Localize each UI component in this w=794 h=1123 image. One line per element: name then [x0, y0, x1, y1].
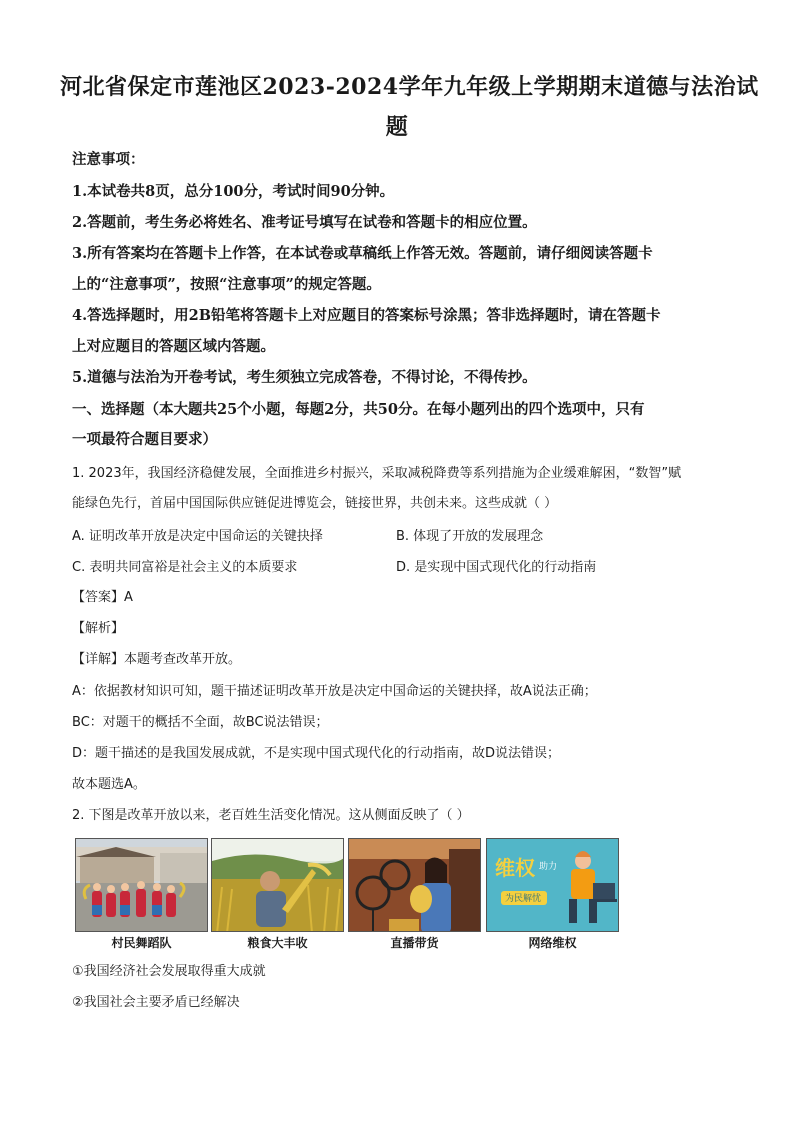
q1-stem: 1. 2023年，我国经济稳健发展，全面推进乡村振兴，采取减税降费等系列措施为企业缓难解困，“数智”赋: [72, 466, 682, 481]
q1-conclusion: 故本题选A。: [72, 777, 146, 792]
notice-item: 2.答题前，考生务必将姓名、准考证号填写在试卷和答题卡的相应位置。: [72, 214, 537, 231]
poster-tagline-text: 为民解忧: [505, 894, 542, 904]
q1-option-c: C. 表明共同富裕是社会主义的本质要求: [72, 560, 298, 575]
q1-explanation: BC：对题干的概括不全面，故BC说法错误；: [72, 715, 329, 730]
q1-explanation: A：依据教材知识可知，题干描述证明改革开放是决定中国命运的关键抉择，故A说法正确；: [72, 684, 597, 699]
notice-item: 上的“注意事项”，按照“注意事项”的规定答题。: [72, 276, 381, 293]
section-heading-continued: 一项最符合题目要求）: [72, 431, 217, 448]
section-heading: 一、选择题（本大题共25个小题，每题2分，共50分。在每小题列出的四个选项中，只有: [72, 401, 645, 418]
photo-caption: 粮食大丰收: [247, 936, 308, 950]
notice-item: 3.所有答案均在答题卡上作答，在本试卷或草稿纸上作答无效。答题前，请仔细阅读答题卡: [72, 245, 653, 262]
illustration-online-rights-protection: [486, 838, 619, 932]
photo-caption: 直播带货: [390, 936, 439, 950]
poster-title-text: 维权: [495, 856, 535, 880]
q2-stem: 2. 下图是改革开放以来，老百姓生活变化情况。这从侧面反映了（ ）: [72, 808, 470, 823]
exam-title-line-1: 河北省保定市莲池区2023-2024学年九年级上学期期末道德与法治试: [60, 74, 759, 100]
photo-grain-harvest: [211, 838, 344, 932]
q1-explanation: D：题干描述的是我国发展成就，不是实现中国式现代化的行动指南，故D说法错误；: [72, 746, 561, 761]
q1-option-a: A. 证明改革开放是决定中国命运的关键抉择: [72, 529, 323, 544]
poster-subtitle-text: 助力: [539, 862, 558, 872]
q2-statement: ②我国社会主要矛盾已经解决: [72, 995, 240, 1010]
notice-item: 5.道德与法治为开卷考试，考生须独立完成答卷，不得讨论，不得传抄。: [72, 369, 537, 386]
q1-stem-continued: 能绿色先行，首届中国国际供应链促进博览会，链接世界，共创未来。这些成就（ ）: [72, 496, 558, 511]
q1-answer: 【答案】A: [72, 590, 133, 605]
photo-village-dance-team: [75, 838, 208, 932]
notice-item: 1.本试卷共8页，总分100分，考试时间90分钟。: [72, 183, 395, 200]
photo-livestream-selling: [348, 838, 481, 932]
photo-caption: 网络维权: [528, 936, 577, 950]
q2-statement: ①我国经济社会发展取得重大成就: [72, 964, 266, 979]
q1-analysis-label: 【解析】: [72, 621, 125, 636]
exam-title-line-2: 题: [385, 114, 409, 140]
q1-option-d: D. 是实现中国式现代化的行动指南: [396, 560, 597, 575]
notice-item: 上对应题目的答题区域内答题。: [72, 338, 275, 355]
notice-heading: 注意事项：: [72, 151, 145, 168]
notice-item: 4.答选择题时，用2B铅笔将答题卡上对应题目的答案标号涂黑；答非选择题时，请在答题卡: [72, 307, 661, 324]
q1-option-b: B. 体现了开放的发展理念: [396, 529, 544, 544]
photo-caption: 村民舞蹈队: [111, 936, 172, 950]
q1-detail: 【详解】本题考查改革开放。: [72, 652, 242, 667]
